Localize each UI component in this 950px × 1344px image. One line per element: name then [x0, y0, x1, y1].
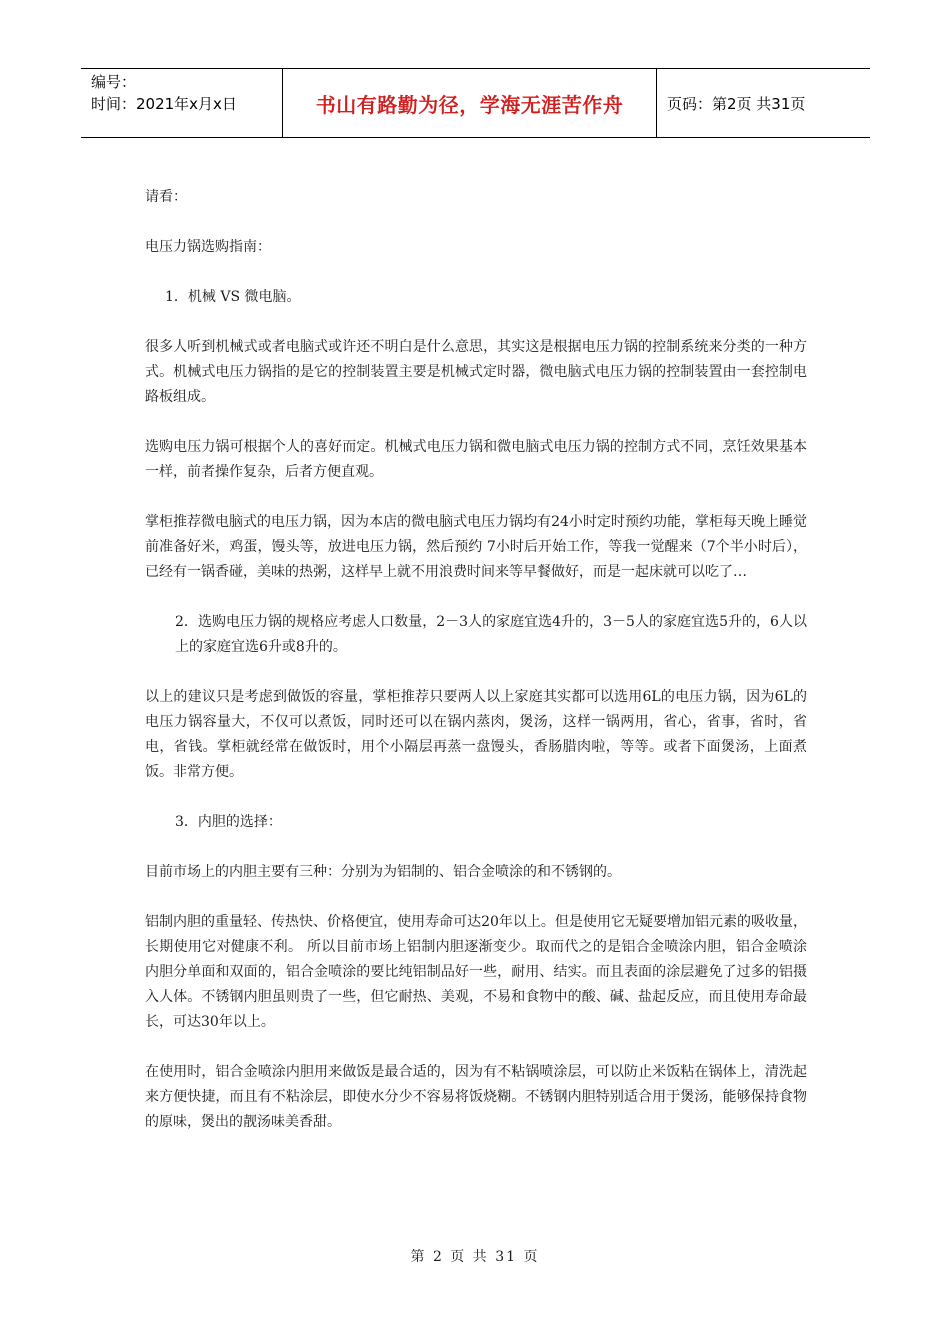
paragraph-recommendation: 掌柜推荐微电脑式的电压力锅，因为本店的微电脑式电压力锅均有24小时定时预约功能，掌柜每天晚上睡觉前准备好米，鸡蛋，馒头等，放进电压力锅，然后预约 7小时后开始工作，等我一觉醒来（7个半小时后），已经有一锅香碰，美味的热粥，这样早上就不用浪费时间来等早餐做好，而是一起床就可以吃了…	[145, 514, 807, 580]
paragraph-capacity: 以上的建议只是考虑到做饭的容量，掌柜推荐只要两人以上家庭其实都可以选用6L的电压力锅，因为6L的电压力锅容量大，不仅可以煮饭，同时还可以在锅内蒸肉，煲汤，这样一锅两用，省心，省事，省时，省电，省钱。掌柜就经常在做饭时，用个小隔层再蒸一盘馒头，香肠腊肉啦，等等。或者下面煲汤，上面煮饭。非常方便。	[145, 689, 807, 780]
time-label: 时间：2021年x月x日	[91, 95, 237, 113]
section-heading-1: 1．机械 VS 微电脑。	[165, 289, 301, 305]
document-body	[145, 185, 807, 1135]
number-label: 编号：	[91, 73, 137, 91]
header-page-cell	[657, 69, 870, 137]
paragraph-guide-title: 电压力锅选购指南：	[145, 239, 271, 255]
paragraph-liner-usage: 在使用时，铝合金喷涂内胆用来做饭是最合适的，因为有不粘锅喷涂层，可以防止米饭粘在锅体上，清洗起来方便快捷，而且有不粘涂层，即使水分少不容易将饭烧糊。不锈钢内胆特别适合用于煲汤，能够保持食物的原味，煲出的靓汤味美香甜。	[145, 1064, 807, 1130]
paragraph-choice: 选购电压力锅可根据个人的喜好而定。机械式电压力锅和微电脑式电压力锅的控制方式不同，烹饪效果基本一样，前者操作复杂，后者方便直观。	[145, 439, 807, 480]
header-page-info: 页码：第2页 共31页	[667, 94, 806, 113]
header-motto-cell	[282, 69, 657, 137]
motto-text: 书山有路勤为径，学海无涯苦作舟	[315, 92, 624, 117]
paragraph-intro: 请看：	[145, 189, 187, 205]
paragraph-liner-details: 铝制内胆的重量轻、传热快、价格便宜，使用寿命可达20年以上。但是使用它无疑要增加铝元素的吸收量，长期使用它对健康不利。 所以目前市场上铝制内胆逐渐变少。取而代之的是铝合金喷涂内胆，铝合金喷涂内胆分单面和双面的，铝合金喷涂的要比纯铝制品好一些，耐用、结实。而且表面的涂层避免了过多的铝摄入人体。不锈钢内胆虽则贵了一些，但它耐热、美观，不易和食物中的酸、碱、盐起反应，而且使用寿命最长，可达30年以上。	[145, 914, 807, 1030]
section-heading-2: 2．选购电压力锅的规格应考虑人口数量，2－3人的家庭宜选4升的，3－5人的家庭宜选5升的，6人以上的家庭宜选6升或8升的。	[175, 614, 807, 655]
header-meta	[81, 69, 282, 137]
paragraph-mechanical-vs-computer: 很多人听到机械式或者电脑式或许还不明白是什么意思，其实这是根据电压力锅的控制系统来分类的一种方式。机械式电压力锅指的是它的控制装置主要是机械式定时器，微电脑式电压力锅的控制装置由一套控制电路板组成。	[145, 339, 807, 405]
page-header	[81, 68, 870, 138]
paragraph-liner-types: 目前市场上的内胆主要有三种：分别为为铝制的、铝合金喷涂的和不锈钢的。	[145, 864, 621, 880]
page-footer: 第 2 页 共 31 页	[410, 1249, 540, 1265]
section-heading-3: 3．内胆的选择：	[175, 814, 282, 830]
